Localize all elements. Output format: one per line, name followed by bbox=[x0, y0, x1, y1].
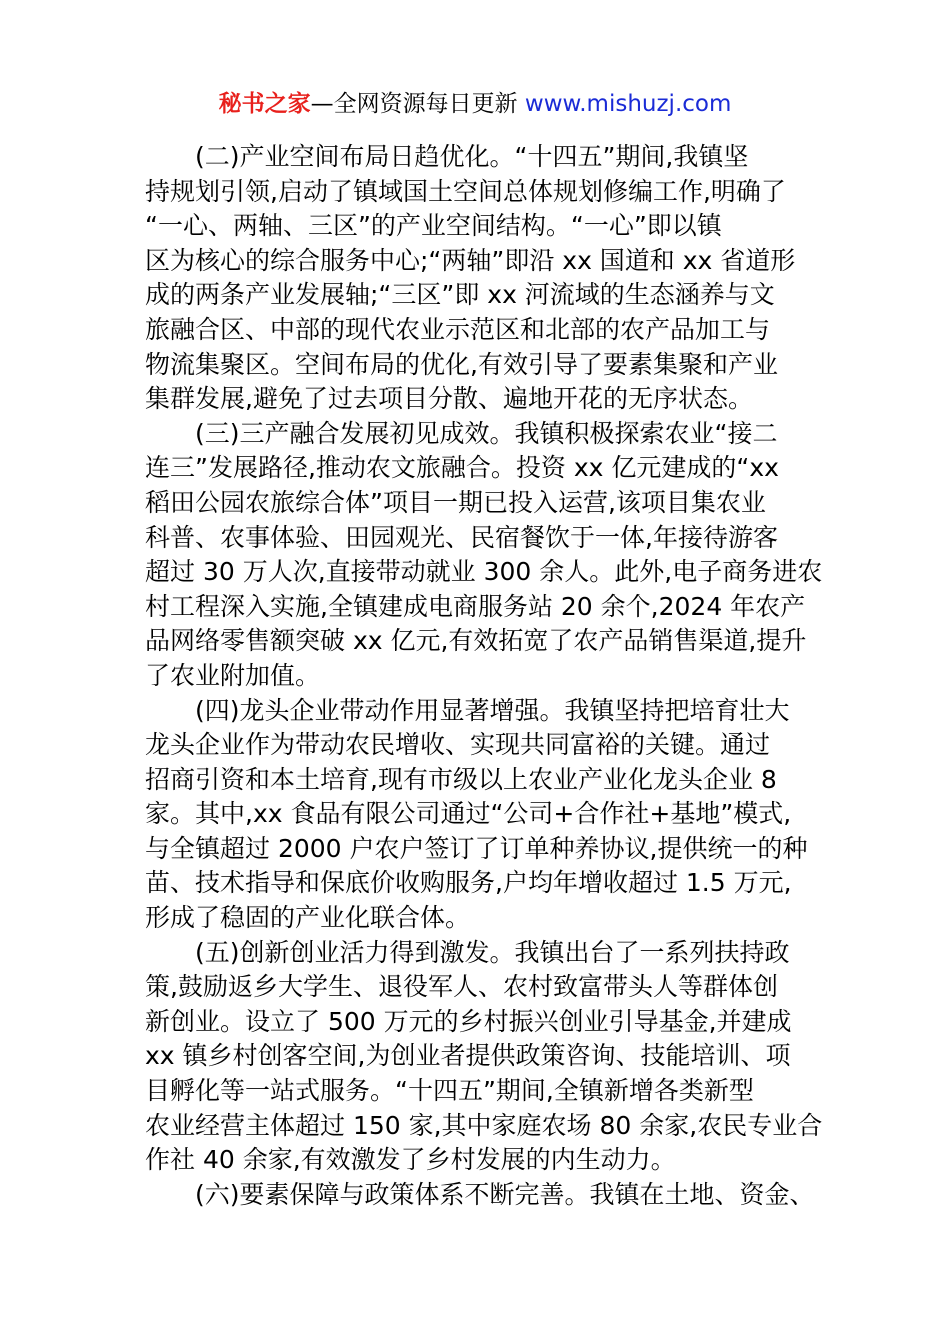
text-line: 作社 40 余家,有效激发了乡村发展的内生动力。 bbox=[145, 1145, 676, 1175]
text-line: 集群发展,避免了过去项目分散、遍地开花的无序状态。 bbox=[145, 384, 753, 414]
text-line: 村工程深入实施,全镇建成电商服务站 20 余个,2024 年农产 bbox=[145, 591, 806, 621]
text-line: 新创业。设立了 500 万元的乡村振兴创业引导基金,并建成 bbox=[145, 1006, 792, 1036]
brand-name: 秘书之家 bbox=[218, 91, 311, 117]
text-line: 策,鼓励返乡大学生、退役军人、农村致富带头人等群体创 bbox=[145, 972, 778, 1002]
text-line: 超过 30 万人次,直接带动就业 300 余人。此外,电子商务进农 bbox=[145, 557, 823, 587]
site-url[interactable]: www.mishuzj.com bbox=[524, 91, 732, 117]
text-line: 了农业附加值。 bbox=[145, 660, 321, 690]
text-line: 持规划引领,启动了镇域国土空间总体规划修编工作,明确了 bbox=[145, 176, 786, 206]
text-line: xx 镇乡村创客空间,为创业者提供政策咨询、技能培训、项 bbox=[145, 1041, 791, 1071]
paragraph-6-heading-line: (六)要素保障与政策体系不断完善。我镇在土地、资金、 bbox=[195, 1179, 815, 1209]
text-line: “一心、两轴、三区”的产业空间结构。“一心”即以镇 bbox=[145, 211, 722, 241]
paragraph-2-heading-line: (二)产业空间布局日趋优化。“十四五”期间,我镇坚 bbox=[195, 142, 749, 171]
paragraph-3-heading-line: (三)三产融合发展初见成效。我镇积极探索农业“接二 bbox=[195, 418, 778, 448]
paragraph-4-heading-line: (四)龙头企业带动作用显著增强。我镇坚持把培育壮大 bbox=[195, 695, 790, 725]
paragraph-5-heading-line: (五)创新创业活力得到激发。我镇出台了一系列扶持政 bbox=[195, 937, 790, 967]
site-header bbox=[0, 88, 950, 120]
text-line: 稻田公园农旅综合体”项目一期已投入运营,该项目集农业 bbox=[145, 487, 766, 517]
text-line: 家。其中,xx 食品有限公司通过“公司+合作社+基地”模式, bbox=[145, 799, 792, 829]
text-line: 与全镇超过 2000 户农户签订了订单种养协议,提供统一的种 bbox=[145, 833, 808, 863]
text-line: 招商引资和本土培育,现有市级以上农业产业化龙头企业 8 bbox=[145, 764, 777, 794]
text-line: 形成了稳固的产业化联合体。 bbox=[145, 903, 471, 933]
text-line: 科普、农事体验、田园观光、民宿餐饮于一体,年接待游客 bbox=[145, 522, 778, 552]
header-slogan: —全网资源每日更新 bbox=[310, 91, 525, 117]
text-line: 物流集聚区。空间布局的优化,有效引导了要素集聚和产业 bbox=[145, 349, 778, 379]
text-line: 旅融合区、中部的现代农业示范区和北部的农产品加工与 bbox=[145, 314, 771, 344]
text-line: 农业经营主体超过 150 家,其中家庭农场 80 余家,农民专业合 bbox=[145, 1110, 823, 1140]
text-line: 苗、技术指导和保底价收购服务,户均年增收超过 1.5 万元, bbox=[145, 868, 792, 898]
text-line: 区为核心的综合服务中心;“两轴”即沿 xx 国道和 xx 省道形 bbox=[145, 245, 796, 275]
text-line: 成的两条产业发展轴;“三区”即 xx 河流域的生态涵养与文 bbox=[145, 280, 775, 310]
text-line: 连三”发展路径,推动农文旅融合。投资 xx 亿元建成的“xx bbox=[145, 453, 779, 483]
text-line: 龙头企业作为带动农民增收、实现共同富裕的关键。通过 bbox=[145, 730, 771, 760]
text-line: 品网络零售额突破 xx 亿元,有效拓宽了农产品销售渠道,提升 bbox=[145, 626, 807, 656]
text-line: 目孵化等一站式服务。“十四五”期间,全镇新增各类新型 bbox=[145, 1076, 754, 1106]
document-body bbox=[145, 140, 823, 1212]
